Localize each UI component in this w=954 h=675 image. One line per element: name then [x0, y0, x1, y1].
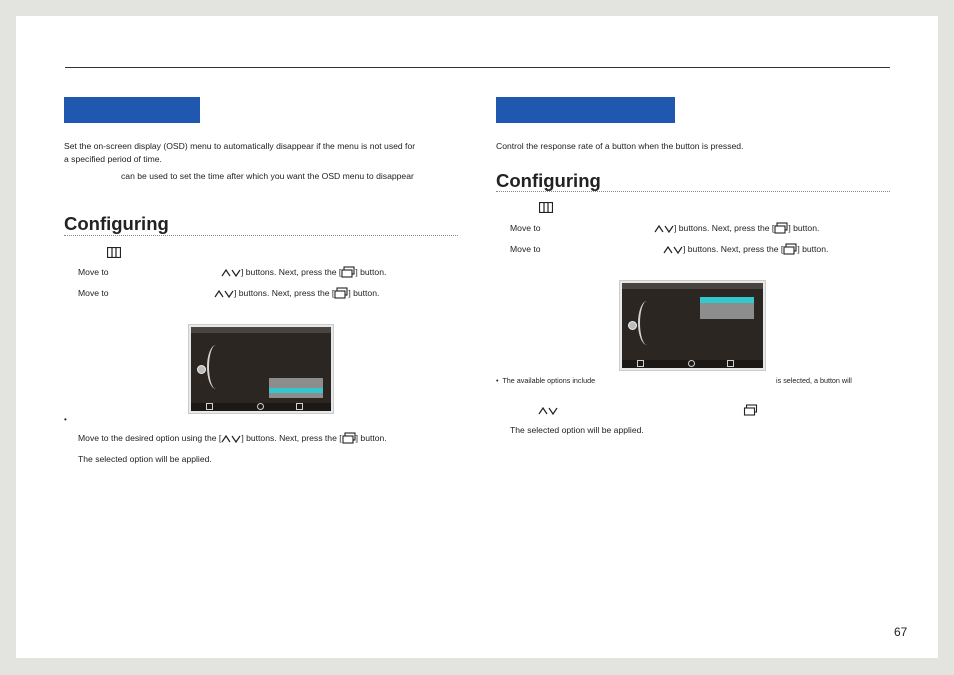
- left-intro-line2: a specified period of time.: [64, 154, 162, 164]
- left-note: can be used to set the time after which you want the OSD menu to disappear: [121, 171, 414, 181]
- enter-source-icon: [334, 287, 348, 299]
- up-down-icon: [221, 433, 241, 444]
- enter-source-icon: [774, 222, 788, 234]
- right-step2-prefix: Move to: [510, 223, 541, 233]
- left-step3: [214, 287, 379, 300]
- left-intro-line1: Set the on-screen display (OSD) menu to automatically disappear if the menu is not used for: [64, 141, 416, 151]
- osd-enter-icon: [727, 360, 734, 367]
- left-step4-end: ] button.: [355, 433, 387, 443]
- up-down-icon: [221, 267, 241, 278]
- left-section-title-bar: [64, 97, 200, 123]
- up-down-icon: [214, 288, 234, 299]
- osd-adjust-icon: [688, 360, 695, 367]
- left-step4-suffix: ] buttons. Next, press the [: [241, 433, 342, 443]
- right-section-title-bar: [496, 97, 675, 123]
- manual-page: [16, 16, 938, 658]
- left-step4: [78, 432, 387, 445]
- osd-arc: [207, 345, 225, 389]
- right-step3-suffix: ] buttons. Next, press the [: [683, 244, 784, 254]
- osd-selected-option: [700, 297, 754, 303]
- right-heading: Configuring: [496, 170, 601, 191]
- osd-selected-option: [269, 388, 323, 393]
- up-down-icon: [538, 405, 558, 416]
- right-note: [496, 374, 595, 387]
- left-step2-end: ] button.: [355, 267, 387, 277]
- right-note-right: is selected, a button will: [776, 376, 852, 385]
- osd-dial-icon: [628, 321, 637, 330]
- menu-grid-icon: [539, 202, 553, 213]
- right-step5: The selected option will be applied.: [510, 425, 644, 435]
- enter-source-icon: [342, 432, 356, 444]
- right-step3: [663, 243, 828, 256]
- right-step2: [654, 222, 819, 235]
- osd-header: [622, 283, 763, 289]
- left-osd-screenshot: [189, 325, 333, 413]
- top-rule: [65, 67, 890, 68]
- right-note-left: The available options include: [502, 376, 596, 385]
- osd-header: [191, 327, 331, 333]
- up-down-icon: [654, 223, 674, 234]
- menu-grid-icon: [107, 247, 121, 258]
- up-down-icon: [663, 244, 683, 255]
- left-heading-rule: [64, 235, 458, 236]
- left-step2: [221, 266, 386, 279]
- right-step2-suffix: ] buttons. Next, press the [: [674, 223, 775, 233]
- right-step3-end: ] button.: [797, 244, 829, 254]
- right-step2-end: ] button.: [788, 223, 820, 233]
- left-step2-prefix: Move to: [78, 267, 109, 277]
- osd-dial-icon: [197, 365, 206, 374]
- left-step5: The selected option will be applied.: [78, 454, 212, 464]
- left-step4-prefix: Move to the desired option using the [: [78, 433, 222, 443]
- left-bullet: •: [64, 415, 67, 424]
- enter-source-icon: [783, 243, 797, 255]
- left-heading: Configuring: [64, 213, 169, 234]
- enter-source-icon: [341, 266, 355, 278]
- right-intro: Control the response rate of a button when the button is pressed.: [496, 141, 744, 151]
- left-step2-suffix: ] buttons. Next, press the [: [241, 267, 342, 277]
- left-step3-prefix: Move to: [78, 288, 109, 298]
- enter-source-icon: [743, 404, 758, 416]
- right-step3-prefix: Move to: [510, 244, 541, 254]
- right-note-bullet: •: [496, 376, 499, 385]
- osd-enter-icon: [296, 403, 303, 410]
- right-osd-screenshot: [620, 281, 765, 370]
- osd-menu-icon: [206, 403, 213, 410]
- osd-menu-icon: [637, 360, 644, 367]
- left-step3-suffix: ] buttons. Next, press the [: [234, 288, 335, 298]
- right-heading-rule: [496, 191, 890, 192]
- page-number: 67: [894, 625, 908, 639]
- left-step3-end: ] button.: [348, 288, 380, 298]
- osd-arc: [638, 301, 656, 345]
- osd-adjust-icon: [257, 403, 264, 410]
